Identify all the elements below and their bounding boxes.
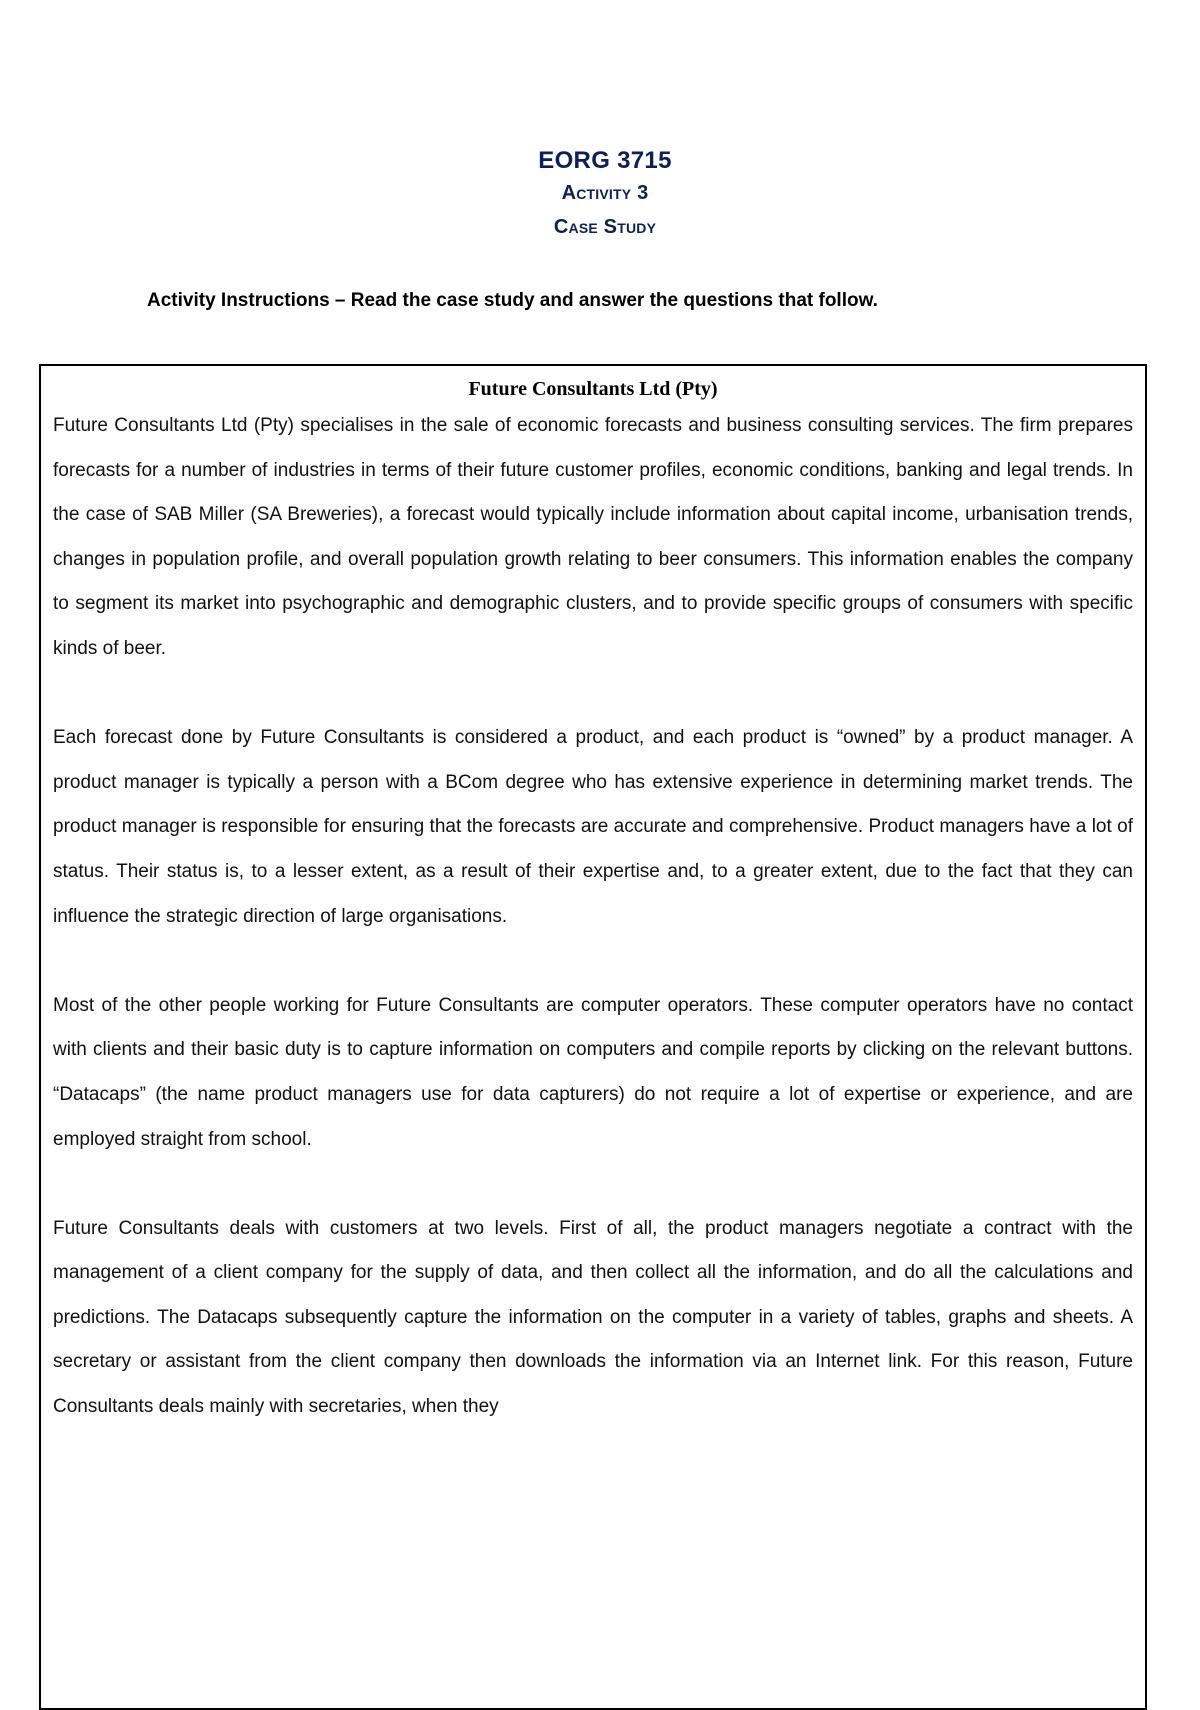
case-study-title: Future Consultants Ltd (Pty) <box>468 378 718 400</box>
case-study-box <box>39 364 1147 1710</box>
document-header <box>0 146 1200 244</box>
case-paragraph: Future Consultants deals with customers at two levels. First of all, the product managers negotiate a contract with the management of a client company for the supply of data, and then collect all the information, and do all the calculations and predictions. The Datacaps subsequently capture the information on the computer in a variety of tables, graphs and sheets. A secretary or assistant from the client company then downloads the information via an Internet link. For this reason, Future Consultants deals mainly with secretaries, when they <box>53 1217 1133 1418</box>
case-paragraph: Future Consultants Ltd (Pty) specialises in the sale of economic forecasts and business consulting services. The firm prepares forecasts for a number of industries in terms of their future customer profiles, economic conditions, banking and legal trends. In the case of SAB Miller (SA Breweries), a forecast would typically include information about capital income, urbanisation trends, changes in population profile, and overall population growth relating to beer consumers. This information enables the company to segment its market into psychographic and demographic clusters, and to provide specific groups of consumers with specific kinds of beer. <box>53 415 1133 659</box>
case-paragraph: Most of the other people working for Future Consultants are computer operators. These computer operators have no contact with clients and their basic duty is to capture information on computers and compile reports by clicking on the relevant buttons. “Datacaps” (the name product managers use for data capturers) do not require a lot of expertise or experience, and are employed straight from school. <box>53 994 1133 1150</box>
case-study-label: Case Study <box>553 216 657 238</box>
case-paragraph: Each forecast done by Future Consultants is considered a product, and each product is “owned” by a product manager. A product manager is typically a person with a BCom degree who has extensive experience in determining market trends. The product manager is responsible for ensuring that the forecasts are accurate and comprehensive. Product managers have a lot of status. Their status is, to a lesser extent, as a result of their expertise and, to a greater extent, due to the fact that they can influence the strategic direction of large organisations. <box>53 727 1133 927</box>
course-code: EORG 3715 <box>538 147 672 174</box>
activity-instructions: Activity Instructions – Read the case study and answer the questions that follow. <box>147 290 878 311</box>
activity-label: Activity 3 <box>561 182 649 204</box>
